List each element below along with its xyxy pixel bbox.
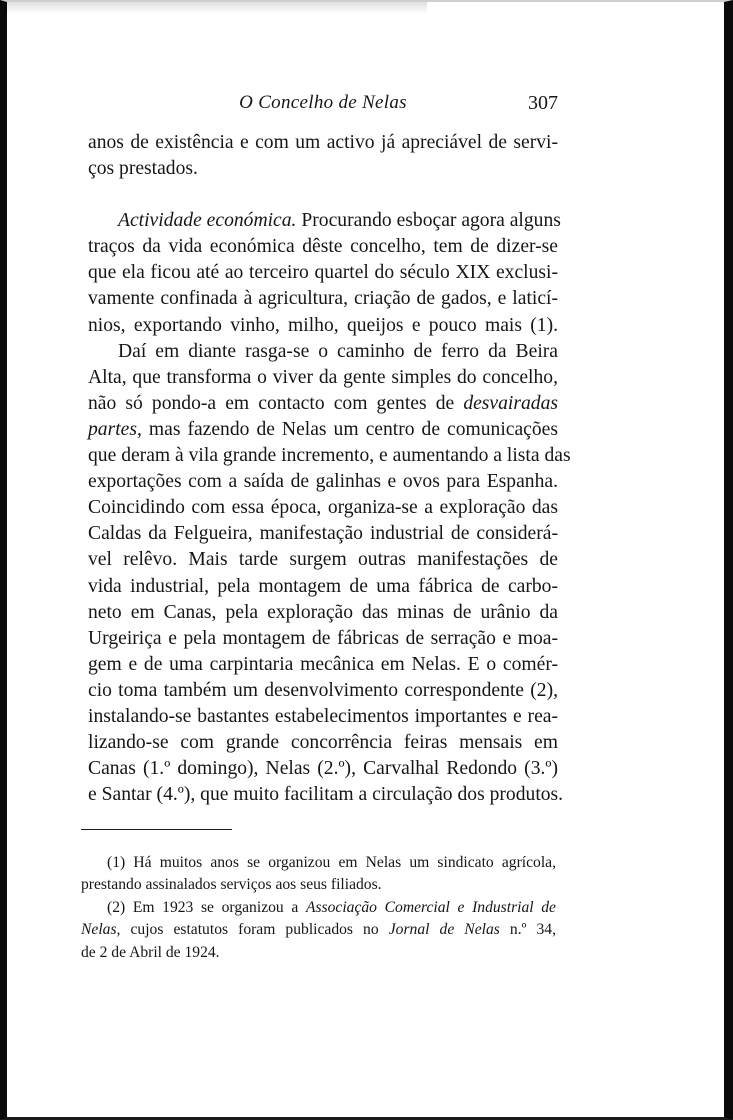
footnote-line [81, 919, 556, 941]
italic-span: Associação Comercial e Industrial de [305, 898, 556, 916]
text-line: anos de existência e com um activo já apreciável de servi- [88, 132, 558, 153]
text-line [88, 417, 558, 443]
italic-span: partes, [88, 418, 142, 440]
footnote-text: Há muitos anos se organizou em Nelas um sindicato agrícola, [133, 854, 556, 871]
text-line: Daí em diante rasga-se o caminho de ferro da Beira [118, 340, 558, 362]
text-line: gem e de uma carpintaria mecânica em Nelas. E o comér- [88, 653, 558, 675]
scan-shadow [7, 0, 427, 14]
footnote-text: cujos estatutos foram publicados no [130, 921, 379, 939]
text-line: Urgeiriça e pela montagem de fábricas de serração e moa- [88, 627, 558, 649]
text-span: nios, exportando vinho, milho, queijos e pouco mais [88, 314, 522, 336]
text-line: Alta, que transforma o viver da gente simples do concelho, [88, 366, 558, 388]
footnote-ref: (1). [530, 314, 558, 336]
footnote-mark: (2) [107, 898, 126, 916]
text-line: que deram à vila grande incremento, e aumentando a lista das [88, 445, 571, 467]
text-line [88, 313, 558, 339]
footnote-line: de 2 de Abril de 1924. [81, 943, 220, 961]
page-header [88, 92, 558, 120]
italic-span: desvairadas [463, 392, 559, 414]
text-line: Caldas da Felgueira, manifestação industrial de considerá- [88, 523, 558, 545]
text-line [88, 678, 558, 704]
text-line: instalando-se bastantes estabelecimentos importantes e rea- [88, 705, 558, 727]
text-line [88, 391, 558, 417]
running-title: O Concelho de Nelas [239, 92, 407, 113]
text-line: exportações com a saída de galinhas e ovos para Espanha. [88, 471, 558, 493]
footnote-mark: (1) [107, 854, 126, 871]
text-span: mas fazendo de Nelas um centro de comunicações [148, 418, 558, 440]
text-line: vamente confinada à agricultura, criação de gados, e laticí- [88, 288, 558, 310]
paragraph-gap [88, 182, 558, 208]
italic-span: Nelas, [81, 921, 121, 939]
footnotes [81, 852, 556, 964]
page-number: 307 [528, 92, 558, 114]
text-line: Canas (1.º domingo), Nelas (2.º), Carvalhal Redondo (3.º) [88, 758, 558, 780]
italic-span: Jornal de Nelas [388, 921, 500, 939]
main-text [88, 130, 571, 808]
text-span: Procurando esboçar agora alguns [301, 210, 561, 232]
footnote-1 [81, 852, 556, 874]
text-line: que ela ficou até ao terceiro quartel do século XIX exclusi- [88, 262, 558, 284]
footnote-ref: (2), [530, 679, 559, 701]
footnote-text: n.º 34, [509, 921, 556, 939]
text-line: Coincidindo com essa época, organiza-se a exploração das [88, 497, 558, 519]
text-line: vel relêvo. Mais tarde surgem outras manifestações de [88, 549, 558, 571]
footnote-2 [81, 897, 556, 919]
text-line: ços prestados. [88, 158, 198, 180]
text-line [88, 208, 561, 234]
section-heading: Actividade económica. [118, 210, 297, 232]
text-span: não só pondo-a em contacto com gentes de [88, 392, 455, 414]
text-line: neto em Canas, pela exploração das minas de urânio da [88, 601, 558, 623]
text-line: vida industrial, pela montagem de uma fábrica de carbo- [88, 575, 558, 597]
text-line: lizando-se com grande concorrência feiras mensais em [88, 732, 558, 754]
footnote-text: Em 1923 se organizou a [132, 898, 299, 916]
footnote-line: prestando assinalados serviços aos seus filiados. [81, 876, 382, 894]
text-span: cio toma também um desenvolvimento correspondente [88, 679, 525, 701]
text-line: e Santar (4.º), que muito facilitam a circulação dos produtos. [88, 784, 564, 806]
text-line: traços da vida económica dêste concelho, tem de dizer-se [88, 236, 558, 258]
footnote-divider [81, 829, 232, 830]
